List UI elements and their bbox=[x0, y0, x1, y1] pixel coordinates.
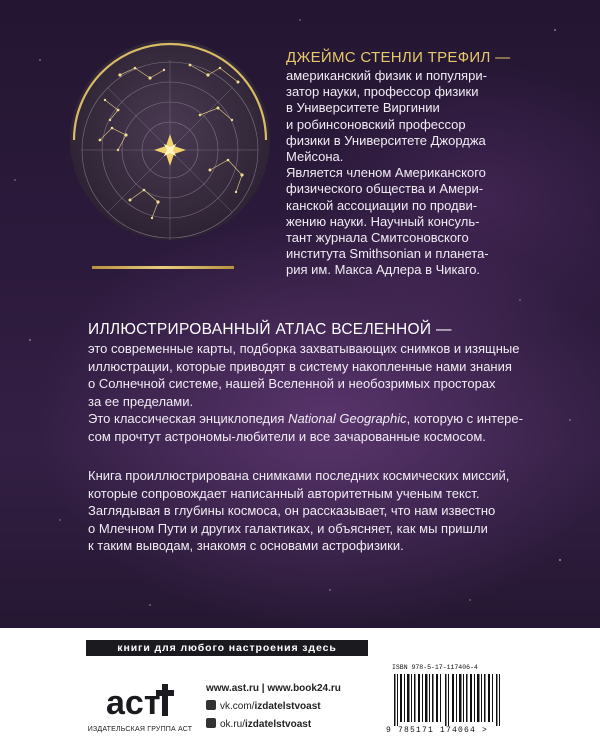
bio-line: физики в Университете Джорджа bbox=[286, 132, 486, 148]
bio-line: и робинсоновский профессор bbox=[286, 116, 466, 132]
vk-prefix: vk.com/ bbox=[220, 701, 255, 712]
book-title: ИЛЛЮСТРИРОВАННЫЙ АТЛАС ВСЕЛЕННОЙ — bbox=[88, 321, 452, 338]
vk-link[interactable] bbox=[206, 698, 341, 716]
publisher-links bbox=[206, 680, 341, 734]
author-bio bbox=[286, 68, 556, 279]
bio-line: физического общества и Амери- bbox=[286, 181, 484, 197]
bio-line: в Университете Виргинии bbox=[286, 100, 440, 116]
description-paragraph-1 bbox=[88, 340, 538, 410]
description-line: за ее пределами. bbox=[88, 393, 194, 409]
bio-line: Мейсона. bbox=[286, 149, 344, 165]
description-line: к таким выводам, знакомя с основами астрофизики. bbox=[88, 538, 404, 553]
description-text: , которую с интере- bbox=[406, 411, 523, 426]
description-paragraph-2 bbox=[88, 410, 538, 445]
book-description bbox=[88, 320, 538, 555]
svg-text:аст: аст bbox=[106, 684, 161, 722]
ok-icon bbox=[206, 718, 216, 728]
publisher-logo bbox=[84, 676, 196, 738]
author-block bbox=[286, 48, 556, 279]
website-links[interactable]: www.ast.ru | www.book24.ru bbox=[206, 683, 341, 694]
description-line: Книга проиллюстрирована снимками последних космических миссий, bbox=[88, 468, 510, 483]
author-name: ДЖЕЙМС СТЕНЛИ ТРЕФИЛ — bbox=[286, 49, 511, 66]
bio-line: тант журнала Смитсоновского bbox=[286, 230, 469, 246]
barcode bbox=[386, 664, 506, 740]
description-text: Это классическая энциклопедия bbox=[88, 411, 289, 426]
bio-line: затор науки, профессор физики bbox=[286, 84, 479, 100]
isbn: ISBN 978-5-17-117406-4 bbox=[392, 664, 478, 671]
logo-caption: ИЗДАТЕЛЬСКАЯ ГРУППА АСТ bbox=[87, 726, 193, 733]
description-paragraph-3 bbox=[88, 467, 538, 555]
description-line: которые сопровождает написанный авторитетным ученым текст. bbox=[88, 485, 480, 501]
bio-line: жению науки. Научный консуль- bbox=[286, 213, 480, 229]
ok-link[interactable] bbox=[206, 716, 341, 734]
description-line: сом прочтут астрономы-любители и все зачарованные космосом. bbox=[88, 428, 486, 444]
bio-line: Является членом Американского bbox=[286, 165, 486, 181]
publisher-footer bbox=[0, 628, 600, 750]
publisher-name: National Geographic bbox=[288, 411, 407, 426]
ok-prefix: ok.ru/ bbox=[220, 719, 246, 730]
bio-line: института Smithsonian и планета- bbox=[286, 246, 489, 262]
ean-number: 9 785171 174064 > bbox=[386, 726, 489, 735]
vk-icon bbox=[206, 700, 216, 710]
tagline: книги для любого настроения здесь bbox=[86, 640, 368, 656]
bio-line: американский физик и популяри- bbox=[286, 68, 487, 83]
ok-handle: izdatelstvoast bbox=[245, 719, 312, 730]
barcode-bars bbox=[392, 674, 502, 726]
ast-logo-icon bbox=[84, 676, 196, 724]
description-line: о Млечном Пути и других галактиках, и объясняет, как мы пришли bbox=[88, 520, 488, 536]
bio-line: канской ассоциации по продви- bbox=[286, 197, 478, 213]
description-line: это современные карты, подборка захватывающих снимков и изящные bbox=[88, 341, 520, 356]
description-line: иллюстрации, которые приводят в систему накопленные нами знания bbox=[88, 358, 512, 374]
vk-handle: izdatelstvoast bbox=[254, 701, 321, 712]
gold-divider bbox=[92, 266, 234, 269]
description-line: Заглядывая в глубины космоса, он рассказывает, что нам известно bbox=[88, 503, 496, 518]
star-map-emblem bbox=[60, 20, 280, 280]
bio-line: рия им. Макса Адлера в Чикаго. bbox=[286, 262, 481, 278]
description-line: о Солнечной системе, нашей Вселенной и необозримых просторах bbox=[88, 376, 496, 391]
